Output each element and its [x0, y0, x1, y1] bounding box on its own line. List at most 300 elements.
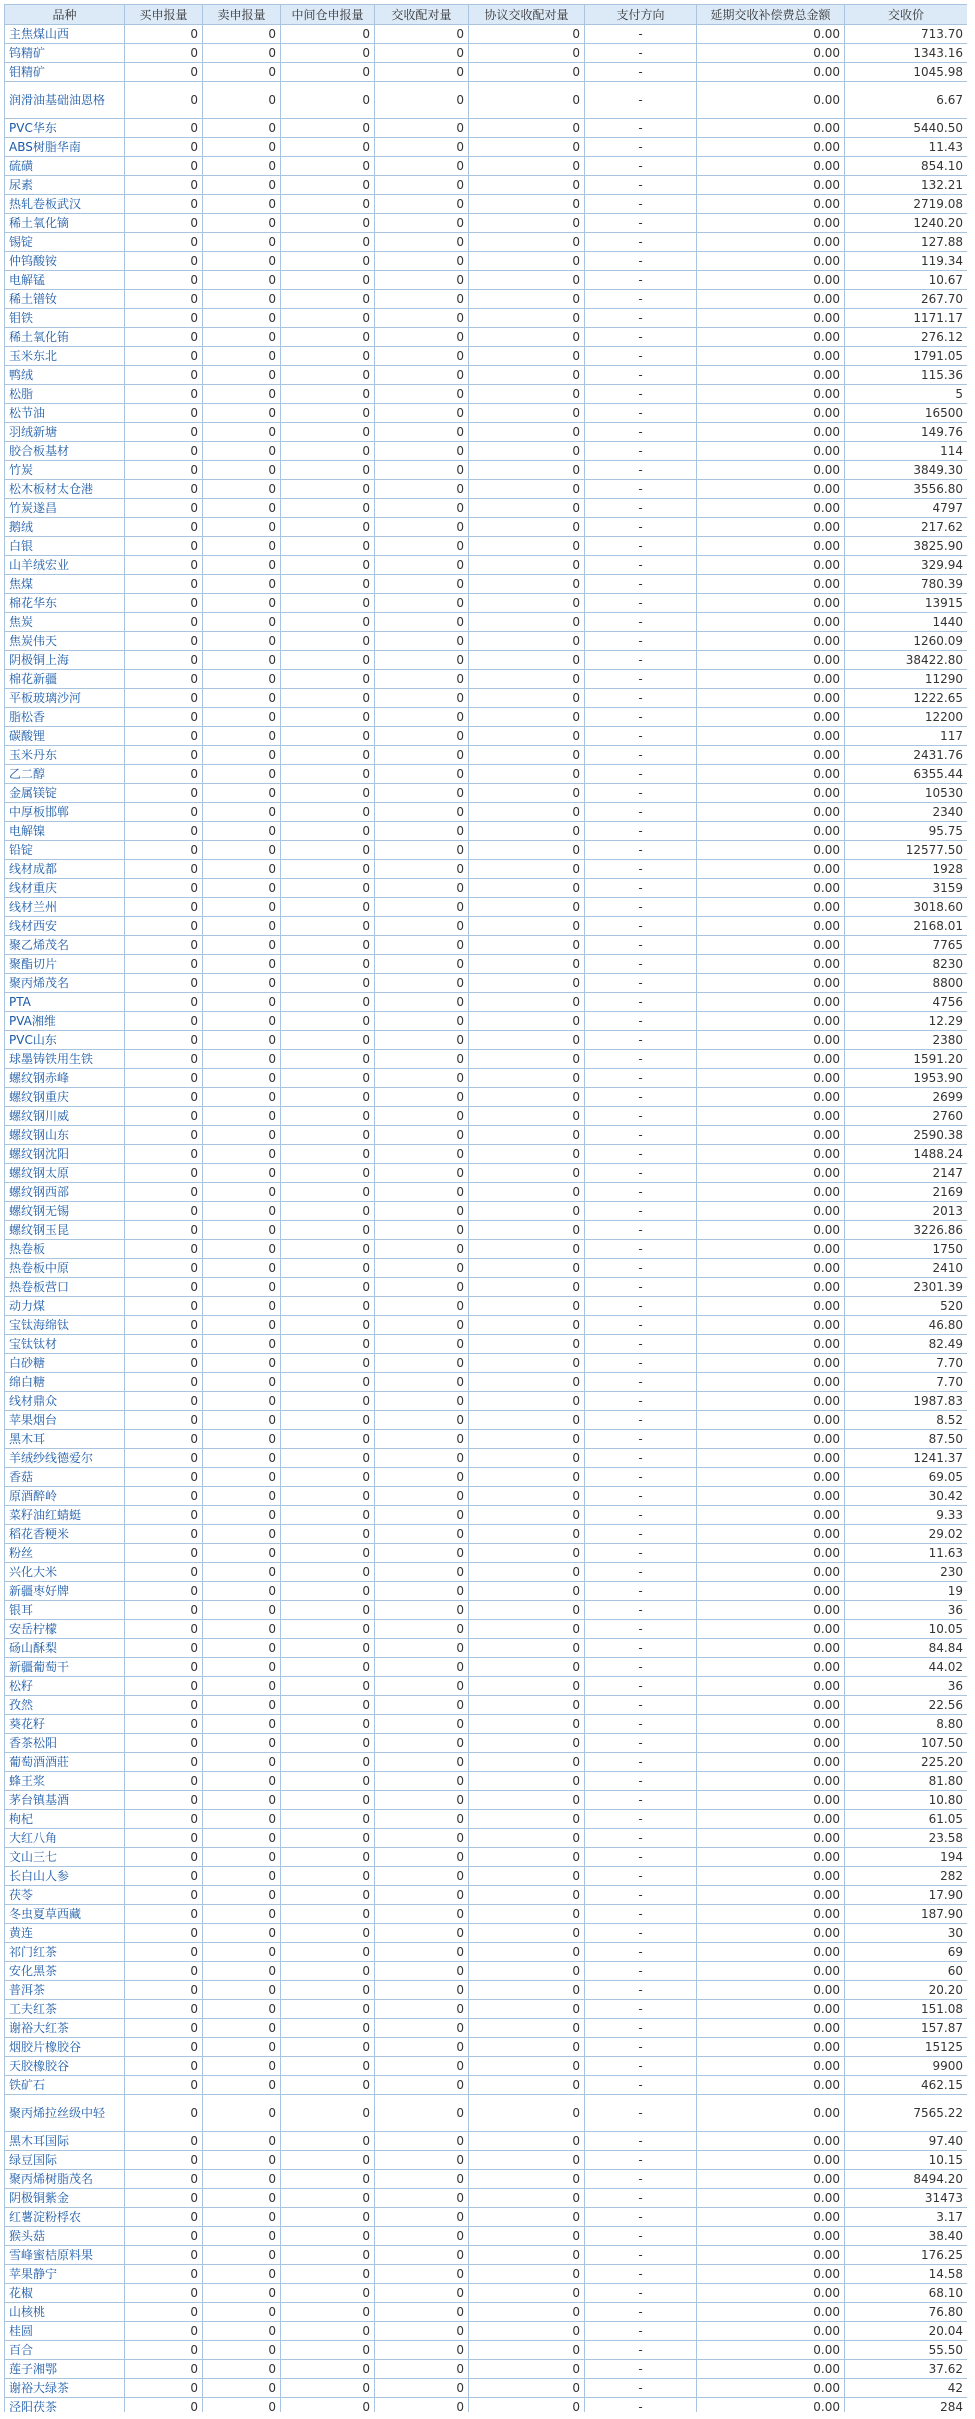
payment-direction-cell: - — [585, 1278, 697, 1297]
variety-link[interactable]: PTA — [5, 993, 125, 1012]
table-row — [5, 1297, 968, 1316]
agreement-volume-cell: 0 — [469, 1715, 585, 1734]
variety-link[interactable]: 螺纹钢玉昆 — [5, 1221, 125, 1240]
table-row — [5, 195, 968, 214]
buy-volume-cell: 0 — [125, 1316, 203, 1335]
agreement-volume-cell: 0 — [469, 1468, 585, 1487]
payment-direction-cell: - — [585, 917, 697, 936]
buy-volume-cell: 0 — [125, 2265, 203, 2284]
variety-link[interactable]: 热卷板 — [5, 1240, 125, 1259]
variety-link[interactable]: 电解镍 — [5, 822, 125, 841]
table-row — [5, 480, 968, 499]
table-row — [5, 1012, 968, 1031]
delivery-price-cell: 31473 — [845, 2189, 968, 2208]
variety-link[interactable]: 聚丙烯拉丝级中轻 — [5, 2095, 125, 2132]
buy-volume-cell: 0 — [125, 195, 203, 214]
variety-link[interactable]: PVC山东 — [5, 1031, 125, 1050]
match-volume-cell: 0 — [375, 1259, 469, 1278]
variety-link[interactable]: 仲钨酸铵 — [5, 252, 125, 271]
sell-volume-cell: 0 — [203, 1031, 281, 1050]
table-row — [5, 82, 968, 119]
variety-link[interactable]: 枸杞 — [5, 1810, 125, 1829]
variety-link[interactable]: 冬虫夏草西藏 — [5, 1905, 125, 1924]
delivery-price-cell: 20.20 — [845, 1981, 968, 2000]
variety-link[interactable]: 羊绒纱线德爱尔 — [5, 1449, 125, 1468]
sell-volume-cell: 0 — [203, 1487, 281, 1506]
payment-direction-cell: - — [585, 1297, 697, 1316]
variety-link[interactable]: 棉花华东 — [5, 594, 125, 613]
sell-volume-cell: 0 — [203, 366, 281, 385]
variety-link[interactable]: 鸭绒 — [5, 366, 125, 385]
compensation-cell: 0.00 — [697, 1069, 845, 1088]
variety-link[interactable]: 大红八角 — [5, 1829, 125, 1848]
table-row — [5, 442, 968, 461]
match-volume-cell: 0 — [375, 1981, 469, 2000]
agreement-volume-cell: 0 — [469, 1107, 585, 1126]
variety-link[interactable]: 润滑油基础油恩格 — [5, 82, 125, 119]
variety-link[interactable]: 绿豆国际 — [5, 2151, 125, 2170]
buy-volume-cell: 0 — [125, 1183, 203, 1202]
table-row — [5, 1069, 968, 1088]
variety-link[interactable]: 线材兰州 — [5, 898, 125, 917]
compensation-cell: 0.00 — [697, 670, 845, 689]
middle-volume-cell: 0 — [281, 442, 375, 461]
middle-volume-cell: 0 — [281, 556, 375, 575]
sell-volume-cell: 0 — [203, 2246, 281, 2265]
middle-volume-cell: 0 — [281, 1183, 375, 1202]
payment-direction-cell: - — [585, 2265, 697, 2284]
agreement-volume-cell: 0 — [469, 1525, 585, 1544]
sell-volume-cell: 0 — [203, 2322, 281, 2341]
agreement-volume-cell: 0 — [469, 2038, 585, 2057]
delivery-price-cell: 14.58 — [845, 2265, 968, 2284]
variety-link[interactable]: 棉花新疆 — [5, 670, 125, 689]
delivery-price-cell: 20.04 — [845, 2322, 968, 2341]
compensation-cell: 0.00 — [697, 2303, 845, 2322]
payment-direction-cell: - — [585, 1829, 697, 1848]
variety-link[interactable]: 兴化大米 — [5, 1563, 125, 1582]
variety-link[interactable]: 天胶橡胶谷 — [5, 2057, 125, 2076]
variety-link[interactable]: 脂松香 — [5, 708, 125, 727]
compensation-cell: 0.00 — [697, 1297, 845, 1316]
variety-link[interactable]: 新疆葡萄干 — [5, 1658, 125, 1677]
sell-volume-cell: 0 — [203, 1012, 281, 1031]
sell-volume-cell: 0 — [203, 499, 281, 518]
variety-link[interactable]: 雪峰蜜桔原料果 — [5, 2246, 125, 2265]
payment-direction-cell: - — [585, 1449, 697, 1468]
delivery-price-cell: 55.50 — [845, 2341, 968, 2360]
middle-volume-cell: 0 — [281, 1240, 375, 1259]
variety-link[interactable]: 新疆枣好牌 — [5, 1582, 125, 1601]
compensation-cell: 0.00 — [697, 1658, 845, 1677]
buy-volume-cell: 0 — [125, 1867, 203, 1886]
variety-link[interactable]: 球墨铸铁用生铁 — [5, 1050, 125, 1069]
middle-volume-cell: 0 — [281, 2379, 375, 2398]
delivery-price-cell: 29.02 — [845, 1525, 968, 1544]
agreement-volume-cell: 0 — [469, 214, 585, 233]
agreement-volume-cell: 0 — [469, 119, 585, 138]
variety-link[interactable]: 苹果静宁 — [5, 2265, 125, 2284]
compensation-cell: 0.00 — [697, 993, 845, 1012]
payment-direction-cell: - — [585, 2000, 697, 2019]
variety-link[interactable]: 动力煤 — [5, 1297, 125, 1316]
sell-volume-cell: 0 — [203, 1601, 281, 1620]
variety-link[interactable]: 螺纹钢山东 — [5, 1126, 125, 1145]
buy-volume-cell: 0 — [125, 689, 203, 708]
variety-link[interactable]: 热卷板营口 — [5, 1278, 125, 1297]
table-row — [5, 271, 968, 290]
variety-link[interactable]: 线材重庆 — [5, 879, 125, 898]
variety-link[interactable]: 锡锭 — [5, 233, 125, 252]
sell-volume-cell: 0 — [203, 1221, 281, 1240]
variety-link[interactable]: 孜然 — [5, 1696, 125, 1715]
compensation-cell: 0.00 — [697, 366, 845, 385]
variety-link[interactable]: 砀山酥梨 — [5, 1639, 125, 1658]
variety-link[interactable]: 原酒醉岭 — [5, 1487, 125, 1506]
buy-volume-cell: 0 — [125, 1582, 203, 1601]
middle-volume-cell: 0 — [281, 2076, 375, 2095]
variety-link[interactable]: ABS树脂华南 — [5, 138, 125, 157]
variety-link[interactable]: 阴极铜紫金 — [5, 2189, 125, 2208]
variety-link[interactable]: 铁矿石 — [5, 2076, 125, 2095]
variety-link[interactable]: 文山三七 — [5, 1848, 125, 1867]
variety-link[interactable]: 焦炭 — [5, 613, 125, 632]
middle-volume-cell: 0 — [281, 1943, 375, 1962]
variety-link[interactable]: 聚丙烯茂名 — [5, 974, 125, 993]
payment-direction-cell: - — [585, 176, 697, 195]
middle-volume-cell: 0 — [281, 974, 375, 993]
agreement-volume-cell: 0 — [469, 518, 585, 537]
table-row — [5, 423, 968, 442]
variety-link[interactable]: 金属镁锭 — [5, 784, 125, 803]
variety-link[interactable]: 螺纹钢川威 — [5, 1107, 125, 1126]
middle-volume-cell: 0 — [281, 1544, 375, 1563]
table-row — [5, 917, 968, 936]
variety-link[interactable]: 山羊绒宏业 — [5, 556, 125, 575]
variety-link[interactable]: 玉米丹东 — [5, 746, 125, 765]
agreement-volume-cell: 0 — [469, 1164, 585, 1183]
variety-link[interactable]: 宝钛钛材 — [5, 1335, 125, 1354]
payment-direction-cell: - — [585, 1867, 697, 1886]
variety-link[interactable]: 胶合板基材 — [5, 442, 125, 461]
variety-link[interactable]: 稀土氧化镝 — [5, 214, 125, 233]
sell-volume-cell: 0 — [203, 1240, 281, 1259]
variety-link[interactable]: 竹炭遂昌 — [5, 499, 125, 518]
variety-link[interactable]: 松脂 — [5, 385, 125, 404]
variety-link[interactable]: 焦煤 — [5, 575, 125, 594]
table-row — [5, 670, 968, 689]
variety-link[interactable]: 中厚板邯郸 — [5, 803, 125, 822]
middle-volume-cell: 0 — [281, 1088, 375, 1107]
delivery-price-cell: 69 — [845, 1943, 968, 1962]
agreement-volume-cell: 0 — [469, 1924, 585, 1943]
compensation-cell: 0.00 — [697, 2284, 845, 2303]
table-row — [5, 1829, 968, 1848]
variety-link[interactable]: 黑木耳 — [5, 1430, 125, 1449]
middle-volume-cell: 0 — [281, 1145, 375, 1164]
middle-volume-cell: 0 — [281, 651, 375, 670]
variety-link[interactable]: 聚乙烯茂名 — [5, 936, 125, 955]
buy-volume-cell: 0 — [125, 44, 203, 63]
middle-volume-cell: 0 — [281, 1031, 375, 1050]
variety-link[interactable]: 螺纹钢西部 — [5, 1183, 125, 1202]
variety-link[interactable]: PVA湘维 — [5, 1012, 125, 1031]
variety-link[interactable]: 线材西安 — [5, 917, 125, 936]
variety-link[interactable]: 粉丝 — [5, 1544, 125, 1563]
compensation-cell: 0.00 — [697, 138, 845, 157]
variety-link[interactable]: 电解锰 — [5, 271, 125, 290]
sell-volume-cell: 0 — [203, 1848, 281, 1867]
delivery-price-cell: 15125 — [845, 2038, 968, 2057]
variety-link[interactable]: 香茶松阳 — [5, 1734, 125, 1753]
variety-link[interactable]: 阴极铜上海 — [5, 651, 125, 670]
sell-volume-cell: 0 — [203, 1791, 281, 1810]
sell-volume-cell: 0 — [203, 2038, 281, 2057]
middle-volume-cell: 0 — [281, 404, 375, 423]
variety-link[interactable]: 线材成都 — [5, 860, 125, 879]
variety-link[interactable]: 泾阳茯茶 — [5, 2398, 125, 2413]
variety-link[interactable]: 谢裕大绿茶 — [5, 2379, 125, 2398]
variety-link[interactable]: 花椒 — [5, 2284, 125, 2303]
agreement-volume-cell: 0 — [469, 594, 585, 613]
table-row — [5, 461, 968, 480]
variety-link[interactable]: 莲子湘鄂 — [5, 2360, 125, 2379]
match-volume-cell: 0 — [375, 2341, 469, 2360]
compensation-cell: 0.00 — [697, 1487, 845, 1506]
buy-volume-cell: 0 — [125, 1240, 203, 1259]
variety-link[interactable]: 白砂糖 — [5, 1354, 125, 1373]
variety-link[interactable]: 黄连 — [5, 1924, 125, 1943]
agreement-volume-cell: 0 — [469, 1772, 585, 1791]
variety-link[interactable]: 螺纹钢沈阳 — [5, 1145, 125, 1164]
table-row — [5, 1164, 968, 1183]
delivery-price-cell: 68.10 — [845, 2284, 968, 2303]
delivery-price-cell: 10.80 — [845, 1791, 968, 1810]
sell-volume-cell: 0 — [203, 480, 281, 499]
payment-direction-cell: - — [585, 1791, 697, 1810]
compensation-cell: 0.00 — [697, 898, 845, 917]
sell-volume-cell: 0 — [203, 1924, 281, 1943]
variety-link[interactable]: 螺纹钢赤峰 — [5, 1069, 125, 1088]
variety-link[interactable]: 祁门红茶 — [5, 1943, 125, 1962]
payment-direction-cell: - — [585, 347, 697, 366]
agreement-volume-cell: 0 — [469, 1012, 585, 1031]
buy-volume-cell: 0 — [125, 404, 203, 423]
agreement-volume-cell: 0 — [469, 1145, 585, 1164]
variety-link[interactable]: 焦炭伟天 — [5, 632, 125, 651]
variety-link[interactable]: 稻花香粳米 — [5, 1525, 125, 1544]
variety-link[interactable]: 碳酸锂 — [5, 727, 125, 746]
variety-link[interactable]: 安岳柠檬 — [5, 1620, 125, 1639]
buy-volume-cell: 0 — [125, 1544, 203, 1563]
compensation-cell: 0.00 — [697, 157, 845, 176]
variety-link[interactable]: 菜籽油红蜻蜓 — [5, 1506, 125, 1525]
variety-link[interactable]: 苹果烟台 — [5, 1411, 125, 1430]
variety-link[interactable]: 银耳 — [5, 1601, 125, 1620]
variety-link[interactable]: 线材鼎众 — [5, 1392, 125, 1411]
variety-link[interactable]: 螺纹钢无锡 — [5, 1202, 125, 1221]
agreement-volume-cell: 0 — [469, 1240, 585, 1259]
delivery-price-cell: 3556.80 — [845, 480, 968, 499]
variety-link[interactable]: 烟胶片橡胶谷 — [5, 2038, 125, 2057]
variety-link[interactable]: 葡萄酒酒莊 — [5, 1753, 125, 1772]
payment-direction-cell: - — [585, 423, 697, 442]
compensation-cell: 0.00 — [697, 1924, 845, 1943]
buy-volume-cell: 0 — [125, 2379, 203, 2398]
middle-volume-cell: 0 — [281, 290, 375, 309]
agreement-volume-cell: 0 — [469, 442, 585, 461]
table-row — [5, 2189, 968, 2208]
compensation-cell: 0.00 — [697, 879, 845, 898]
middle-volume-cell: 0 — [281, 2303, 375, 2322]
variety-link[interactable]: 玉米东北 — [5, 347, 125, 366]
agreement-volume-cell: 0 — [469, 2000, 585, 2019]
sell-volume-cell: 0 — [203, 385, 281, 404]
variety-link[interactable]: 尿素 — [5, 176, 125, 195]
variety-link[interactable]: 安化黑茶 — [5, 1962, 125, 1981]
variety-link[interactable]: 铅锭 — [5, 841, 125, 860]
delivery-price-cell: 267.70 — [845, 290, 968, 309]
variety-link[interactable]: 乙二醇 — [5, 765, 125, 784]
payment-direction-cell: - — [585, 1012, 697, 1031]
sell-volume-cell: 0 — [203, 176, 281, 195]
variety-link[interactable]: 山核桃 — [5, 2303, 125, 2322]
delivery-price-cell: 1343.16 — [845, 44, 968, 63]
table-row — [5, 955, 968, 974]
variety-link[interactable]: 茅台镇基酒 — [5, 1791, 125, 1810]
variety-link[interactable]: 钨精矿 — [5, 44, 125, 63]
delivery-price-cell: 9900 — [845, 2057, 968, 2076]
payment-direction-cell: - — [585, 252, 697, 271]
buy-volume-cell: 0 — [125, 1449, 203, 1468]
delivery-price-cell: 44.02 — [845, 1658, 968, 1677]
match-volume-cell: 0 — [375, 879, 469, 898]
variety-link[interactable]: 桂圆 — [5, 2322, 125, 2341]
table-row — [5, 784, 968, 803]
middle-volume-cell: 0 — [281, 1772, 375, 1791]
sell-volume-cell: 0 — [203, 271, 281, 290]
delivery-price-cell: 7565.22 — [845, 2095, 968, 2132]
match-volume-cell: 0 — [375, 2170, 469, 2189]
table-row — [5, 727, 968, 746]
variety-link[interactable]: PVC华东 — [5, 119, 125, 138]
delivery-price-cell: 30 — [845, 1924, 968, 1943]
agreement-volume-cell: 0 — [469, 879, 585, 898]
buy-volume-cell: 0 — [125, 1259, 203, 1278]
variety-link[interactable]: 竹炭 — [5, 461, 125, 480]
buy-volume-cell: 0 — [125, 879, 203, 898]
payment-direction-cell: - — [585, 25, 697, 44]
sell-volume-cell: 0 — [203, 1696, 281, 1715]
variety-link[interactable]: 平板玻璃沙河 — [5, 689, 125, 708]
variety-link[interactable]: 热卷板中原 — [5, 1259, 125, 1278]
variety-link[interactable]: 螺纹钢重庆 — [5, 1088, 125, 1107]
variety-link[interactable]: 松节油 — [5, 404, 125, 423]
variety-link[interactable]: 钼铁 — [5, 309, 125, 328]
middle-volume-cell: 0 — [281, 2227, 375, 2246]
variety-link[interactable]: 宝钛海绵钛 — [5, 1316, 125, 1335]
compensation-cell: 0.00 — [697, 233, 845, 252]
delivery-price-cell: 12200 — [845, 708, 968, 727]
match-volume-cell: 0 — [375, 1316, 469, 1335]
compensation-cell: 0.00 — [697, 860, 845, 879]
variety-link[interactable]: 主焦煤山西 — [5, 25, 125, 44]
agreement-volume-cell: 0 — [469, 138, 585, 157]
middle-volume-cell: 0 — [281, 1278, 375, 1297]
middle-volume-cell: 0 — [281, 708, 375, 727]
sell-volume-cell: 0 — [203, 1867, 281, 1886]
variety-link[interactable]: 工夫红茶 — [5, 2000, 125, 2019]
variety-link[interactable]: 钼精矿 — [5, 63, 125, 82]
delivery-price-cell: 780.39 — [845, 575, 968, 594]
table-row — [5, 556, 968, 575]
variety-link[interactable]: 普洱茶 — [5, 1981, 125, 2000]
sell-volume-cell: 0 — [203, 1335, 281, 1354]
variety-link[interactable]: 松籽 — [5, 1677, 125, 1696]
variety-link[interactable]: 稀土镨钕 — [5, 290, 125, 309]
table-row — [5, 1468, 968, 1487]
middle-volume-cell: 0 — [281, 879, 375, 898]
agreement-volume-cell: 0 — [469, 1962, 585, 1981]
delivery-price-cell: 194 — [845, 1848, 968, 1867]
variety-link[interactable]: 谢裕大红茶 — [5, 2019, 125, 2038]
delivery-price-cell: 7765 — [845, 936, 968, 955]
compensation-cell: 0.00 — [697, 2246, 845, 2265]
sell-volume-cell: 0 — [203, 63, 281, 82]
middle-volume-cell: 0 — [281, 233, 375, 252]
delivery-price-cell: 11290 — [845, 670, 968, 689]
agreement-volume-cell: 0 — [469, 63, 585, 82]
match-volume-cell: 0 — [375, 917, 469, 936]
agreement-volume-cell: 0 — [469, 1088, 585, 1107]
payment-direction-cell: - — [585, 746, 697, 765]
variety-link[interactable]: 螺纹钢太原 — [5, 1164, 125, 1183]
variety-link[interactable]: 猴头菇 — [5, 2227, 125, 2246]
middle-volume-cell: 0 — [281, 1791, 375, 1810]
buy-volume-cell: 0 — [125, 784, 203, 803]
variety-link[interactable]: 热轧卷板武汉 — [5, 195, 125, 214]
payment-direction-cell: - — [585, 157, 697, 176]
variety-link[interactable]: 鹅绒 — [5, 518, 125, 537]
variety-link[interactable]: 百合 — [5, 2341, 125, 2360]
variety-link[interactable]: 长白山人参 — [5, 1867, 125, 1886]
agreement-volume-cell: 0 — [469, 955, 585, 974]
variety-link[interactable]: 黑木耳国际 — [5, 2132, 125, 2151]
payment-direction-cell: - — [585, 784, 697, 803]
variety-link[interactable]: 绵白糖 — [5, 1373, 125, 1392]
match-volume-cell: 0 — [375, 784, 469, 803]
variety-link[interactable]: 茯苓 — [5, 1886, 125, 1905]
table-row — [5, 898, 968, 917]
compensation-cell: 0.00 — [697, 2019, 845, 2038]
variety-link[interactable]: 聚酯切片 — [5, 955, 125, 974]
variety-link[interactable]: 硫磺 — [5, 157, 125, 176]
variety-link[interactable]: 香菇 — [5, 1468, 125, 1487]
middle-volume-cell: 0 — [281, 1867, 375, 1886]
variety-link[interactable]: 葵花籽 — [5, 1715, 125, 1734]
variety-link[interactable]: 红薯淀粉桴农 — [5, 2208, 125, 2227]
variety-link[interactable]: 聚丙烯树脂茂名 — [5, 2170, 125, 2189]
variety-link[interactable]: 稀土氧化铕 — [5, 328, 125, 347]
table-row — [5, 1715, 968, 1734]
variety-link[interactable]: 羽绒新塘 — [5, 423, 125, 442]
variety-link[interactable]: 蜂王浆 — [5, 1772, 125, 1791]
buy-volume-cell: 0 — [125, 2189, 203, 2208]
payment-direction-cell: - — [585, 2038, 697, 2057]
variety-link[interactable]: 松木板材太仓港 — [5, 480, 125, 499]
variety-link[interactable]: 白银 — [5, 537, 125, 556]
buy-volume-cell: 0 — [125, 2341, 203, 2360]
